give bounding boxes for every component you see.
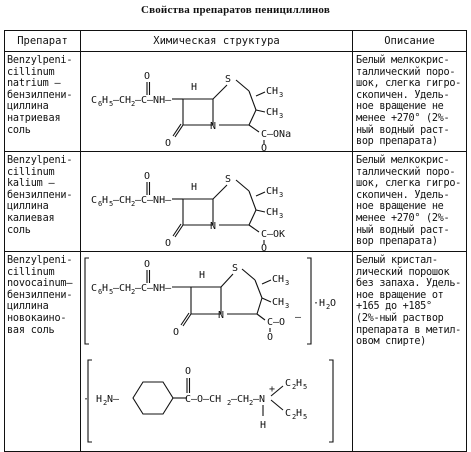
svg-text:C–ONa: C–ONa	[261, 129, 292, 140]
svg-text:2: 2	[131, 200, 136, 208]
svg-text:C: C	[91, 283, 98, 294]
svg-text:H: H	[102, 95, 109, 106]
svg-text:S: S	[225, 74, 232, 85]
svg-text:–: –	[295, 312, 302, 323]
svg-text:H: H	[199, 270, 206, 281]
svg-text:–C–NH–: –C–NH–	[135, 283, 172, 294]
svg-text:C: C	[91, 95, 98, 106]
svg-text:O: O	[165, 138, 172, 149]
drug-cell	[5, 252, 81, 452]
svg-text:O: O	[261, 143, 268, 152]
svg-text:3: 3	[285, 302, 290, 310]
svg-text:–C–NH–: –C–NH–	[135, 195, 172, 206]
svg-text:CH: CH	[266, 107, 279, 118]
svg-text:C–OK: C–OK	[261, 229, 286, 240]
svg-text:O: O	[165, 238, 172, 249]
svg-text:6: 6	[98, 100, 103, 108]
table-row	[5, 252, 467, 452]
svg-text:C: C	[285, 378, 292, 389]
svg-text:–CH: –CH	[113, 195, 132, 206]
svg-text:5: 5	[109, 100, 114, 108]
svg-text:C–O–CH: C–O–CH	[185, 394, 222, 405]
description-text: Белый мелкокрис- таллический порo- шок, слегка гигро- скопичен. Удель- ное вращение не менее +270° (2%- ный водный раст- вор препарата)	[356, 55, 462, 148]
svg-text:5: 5	[109, 200, 114, 208]
svg-text:2: 2	[103, 399, 108, 407]
table-row	[5, 52, 467, 152]
svg-text:5: 5	[303, 413, 308, 421]
table-row	[5, 152, 467, 252]
svg-text:N: N	[210, 121, 217, 132]
svg-text:CH: CH	[272, 297, 285, 308]
description-cell	[353, 152, 467, 252]
svg-text:N: N	[210, 221, 217, 232]
svg-text:3: 3	[279, 191, 284, 199]
svg-text:6: 6	[98, 200, 103, 208]
penicillin-potassium-structure	[81, 152, 353, 252]
svg-text:–CH: –CH	[113, 95, 132, 106]
svg-text:H: H	[319, 298, 326, 309]
table-title: Свойства препаратов пенициллинов	[141, 4, 330, 16]
description-text: Белый мелкокрис- таллический порo- шок, слегка гигро- скопичен. Удель- ное вращение не менее +270° (2%- ный водный раст- вор препарата)	[356, 155, 462, 248]
svg-text:H: H	[96, 394, 103, 405]
svg-text:O: O	[267, 332, 274, 343]
header-description: Описание	[353, 31, 467, 52]
svg-text:CH: CH	[266, 86, 279, 97]
svg-text:2: 2	[249, 399, 254, 407]
svg-text:5: 5	[303, 383, 308, 391]
svg-text:C–O: C–O	[267, 317, 286, 328]
svg-text:3: 3	[285, 279, 290, 287]
svg-text:O: O	[144, 71, 151, 82]
description-text: Белый кристал- лический порошок без запаха. Удель- ное вращение от +165 до +185° (2%-ный раствор препарата в метил- овом спирте)	[356, 255, 462, 348]
svg-text:–CH: –CH	[113, 283, 132, 294]
svg-text:H: H	[296, 378, 303, 389]
svg-text:5: 5	[109, 288, 114, 296]
header-drug: Препарат	[5, 31, 81, 52]
svg-text:H: H	[296, 408, 303, 419]
svg-text:S: S	[225, 174, 232, 185]
svg-text:S: S	[232, 263, 239, 274]
svg-text:O: O	[185, 366, 192, 377]
svg-text:–N: –N	[253, 394, 266, 405]
drug-name: Benzylpeni- cillinum kalium – бензилпени- циллина калиевая соль	[7, 155, 73, 236]
svg-text:N–: N–	[107, 394, 120, 405]
svg-text:3: 3	[279, 91, 284, 99]
svg-text:6: 6	[98, 288, 103, 296]
header-structure: Химическая структура	[81, 31, 353, 52]
svg-text:O: O	[330, 298, 337, 309]
structure-cell	[81, 152, 353, 252]
drug-cell	[5, 152, 81, 252]
svg-text:CH: CH	[272, 274, 285, 285]
svg-text:H: H	[191, 82, 198, 93]
svg-text:–C–NH–: –C–NH–	[135, 95, 172, 106]
svg-text:CH: CH	[266, 186, 279, 197]
svg-text:·: ·	[313, 298, 320, 309]
drug-name: Benzylpeni- cillinum natrium – бензилпени- циллина натриевая соль	[7, 55, 73, 136]
svg-text:H: H	[191, 182, 198, 193]
svg-text:H: H	[260, 420, 267, 431]
svg-text:2: 2	[292, 383, 297, 391]
drug-name: Benzylpeni- cillinum novocainum– бензилпени- циллина новокаино- вая соль	[7, 255, 73, 336]
structure-cell	[81, 252, 353, 452]
penicillin-novocaine-structure	[81, 252, 353, 450]
svg-text:3: 3	[279, 212, 284, 220]
svg-text:O: O	[173, 327, 180, 338]
svg-text:H: H	[102, 195, 109, 206]
drug-cell	[5, 52, 81, 152]
header-row	[5, 31, 467, 52]
description-cell	[353, 52, 467, 152]
svg-text:2: 2	[131, 100, 136, 108]
description-cell	[353, 252, 467, 452]
svg-text:+: +	[269, 384, 276, 395]
svg-text:·: ·	[83, 394, 90, 405]
svg-text:2: 2	[326, 303, 331, 311]
svg-text:2: 2	[131, 288, 136, 296]
svg-text:O: O	[144, 259, 151, 270]
penicillin-sodium-structure	[81, 52, 353, 152]
svg-text:O: O	[261, 243, 268, 252]
svg-text:N: N	[218, 310, 225, 321]
svg-text:H: H	[102, 283, 109, 294]
penicillin-properties-table	[4, 30, 467, 452]
structure-cell	[81, 52, 353, 152]
svg-text:3: 3	[279, 112, 284, 120]
svg-text:2: 2	[292, 413, 297, 421]
svg-text:CH: CH	[266, 207, 279, 218]
svg-text:O: O	[144, 171, 151, 182]
svg-text:–CH: –CH	[231, 394, 250, 405]
svg-text:C: C	[285, 408, 292, 419]
svg-text:C: C	[91, 195, 98, 206]
svg-text:2: 2	[227, 399, 232, 407]
